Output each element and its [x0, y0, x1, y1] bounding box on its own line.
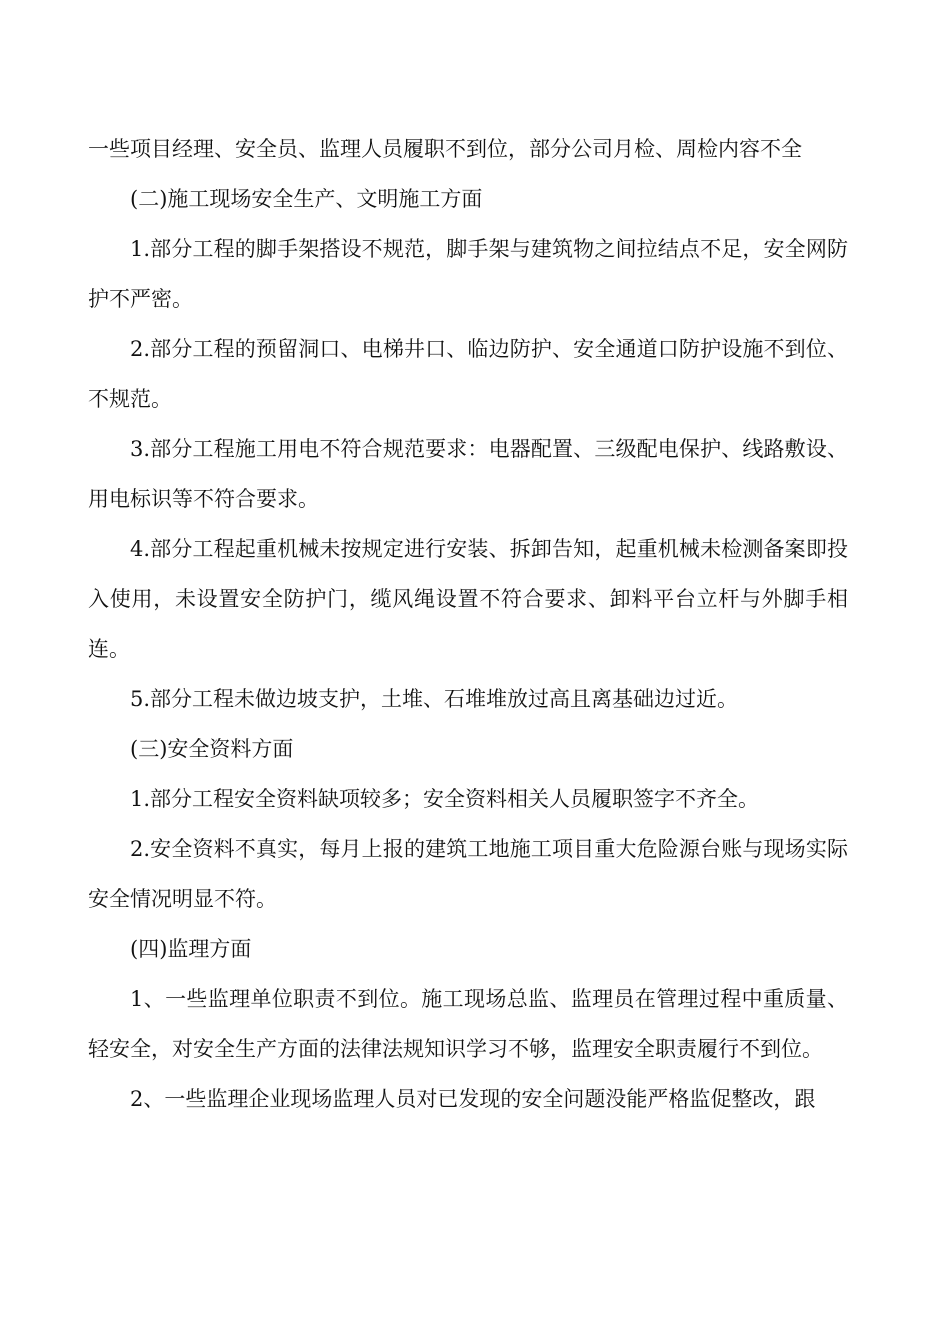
section-heading-safety-documents: (三)安全资料方面 [130, 737, 294, 761]
section-heading-construction-site: (二)施工现场安全生产、文明施工方面 [130, 187, 483, 211]
paragraph-supervision-duties: 1、一些监理单位职责不到位。施工现场总监、监理员在管理过程中重质量、轻安全，对安全生产方面的法律法规知识学习不够，监理安全职责履行不到位。 [88, 987, 848, 1061]
paragraph-continuation: 一些项目经理、安全员、监理人员履职不到位，部分公司月检、周检内容不全 [88, 137, 802, 161]
paragraph-lifting-machinery: 4.部分工程起重机械未按规定进行安装、拆卸告知，起重机械未检测备案即投入使用，未设置安全防护门，缆风绳设置不符合要求、卸料平台立杆与外脚手相连。 [88, 537, 848, 661]
paragraph-openings-protection: 2.部分工程的预留洞口、电梯井口、临边防护、安全通道口防护设施不到位、不规范。 [88, 337, 848, 411]
section-heading-supervision: (四)监理方面 [130, 937, 252, 961]
paragraph-slope-support: 5.部分工程未做边坡支护，土堆、石堆堆放过高且离基础边过近。 [130, 687, 739, 711]
paragraph-scaffolding: 1.部分工程的脚手架搭设不规范，脚手架与建筑物之间拉结点不足，安全网防护不严密。 [88, 237, 848, 311]
paragraph-missing-documents: 1.部分工程安全资料缺项较多；安全资料相关人员履职签字不齐全。 [130, 787, 760, 811]
paragraph-electricity: 3.部分工程施工用电不符合规范要求：电器配置、三级配电保护、线路敷设、用电标识等不符合要求。 [88, 437, 848, 511]
document-body [88, 124, 848, 1124]
paragraph-untrue-documents: 2.安全资料不真实，每月上报的建筑工地施工项目重大危险源台账与现场实际安全情况明显不符。 [88, 837, 848, 911]
paragraph-supervision-rectification: 2、一些监理企业现场监理人员对已发现的安全问题没能严格监促整改，跟 [130, 1087, 816, 1111]
